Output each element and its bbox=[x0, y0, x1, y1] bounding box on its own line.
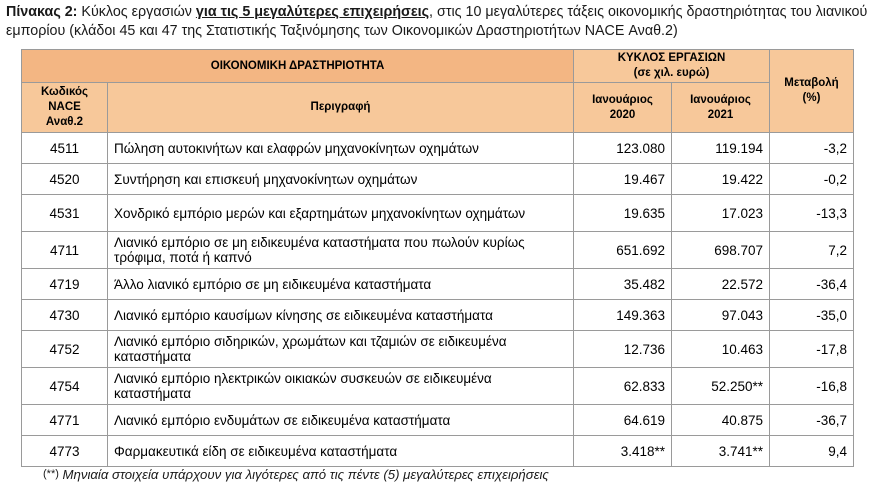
table-row bbox=[22, 436, 854, 467]
header-code-line1: Κωδικός bbox=[41, 86, 88, 98]
header-jan2020 bbox=[574, 83, 672, 133]
footnote-text: Μηνιαία στοιχεία υπάρχουν για λιγότερες από τις πέντε (5) μεγαλύτερες επιχειρήσεις bbox=[58, 467, 549, 482]
row-code: 4771 bbox=[22, 405, 108, 436]
row-jan2020: 64.619 bbox=[574, 405, 672, 436]
table-row bbox=[22, 269, 854, 300]
row-jan2021: 22.572 bbox=[672, 269, 770, 300]
table-caption bbox=[6, 3, 874, 41]
header-code-line3: Αναθ.2 bbox=[45, 116, 84, 128]
row-jan2020: 19.635 bbox=[574, 195, 672, 232]
table-row bbox=[22, 232, 854, 269]
row-change: 9,4 bbox=[770, 436, 854, 467]
row-description: Λιανικό εμπόριο ενδυμάτων σε ειδικευμένα καταστήματα bbox=[108, 405, 574, 436]
header-description: Περιγραφή bbox=[108, 83, 574, 133]
header-jan2021-line1: Ιανουάριος bbox=[690, 93, 751, 106]
row-jan2021: 17.023 bbox=[672, 195, 770, 232]
turnover-table bbox=[21, 49, 854, 467]
table-row bbox=[22, 300, 854, 331]
header-jan2021 bbox=[672, 83, 770, 133]
row-description: Χονδρικό εμπόριο μερών και εξαρτημάτων μηχανοκίνητων οχημάτων bbox=[108, 195, 574, 232]
header-turnover-group bbox=[574, 50, 770, 83]
row-change: -3,2 bbox=[770, 133, 854, 164]
row-jan2021: 19.422 bbox=[672, 164, 770, 195]
caption-label: Πίνακας 2: bbox=[6, 4, 78, 20]
header-change-line2: (%) bbox=[802, 92, 821, 104]
header-activity-group: ΟΙΚΟΝΟΜΙΚΗ ΔΡΑΣΤΗΡΙΟΤΗΤΑ bbox=[22, 50, 574, 83]
row-jan2021: 119.194 bbox=[672, 133, 770, 164]
header-jan2020-line1: Ιανουάριος bbox=[592, 93, 653, 106]
header-change-line1: Μεταβολή bbox=[784, 77, 839, 89]
table-row bbox=[22, 368, 854, 405]
row-jan2020: 149.363 bbox=[574, 300, 672, 331]
table-row bbox=[22, 331, 854, 368]
table-row bbox=[22, 195, 854, 232]
row-description: Λιανικό εμπόριο σε μη ειδικευμένα καταστήματα που πωλούν κυρίως τρόφιμα, ποτά ή καπνό bbox=[108, 232, 574, 269]
row-code: 4711 bbox=[22, 232, 108, 269]
header-turnover-line2: (σε χιλ. ευρώ) bbox=[633, 67, 710, 79]
header-code bbox=[22, 83, 108, 133]
header-jan2021-line2: 2021 bbox=[707, 108, 734, 121]
row-description: Πώληση αυτοκινήτων και ελαφρών μηχανοκίνητων οχημάτων bbox=[108, 133, 574, 164]
row-change: -35,0 bbox=[770, 300, 854, 331]
header-code-line2: NACE bbox=[48, 101, 81, 113]
header-change bbox=[770, 50, 854, 133]
row-change: -17,8 bbox=[770, 331, 854, 368]
row-change: -13,3 bbox=[770, 195, 854, 232]
row-code: 4754 bbox=[22, 368, 108, 405]
row-description: Φαρμακευτικά είδη σε ειδικευμένα καταστήματα bbox=[108, 436, 574, 467]
row-change: -0,2 bbox=[770, 164, 854, 195]
row-code: 4719 bbox=[22, 269, 108, 300]
row-jan2021: 97.043 bbox=[672, 300, 770, 331]
row-code: 4520 bbox=[22, 164, 108, 195]
row-code: 4773 bbox=[22, 436, 108, 467]
header-jan2020-line2: 2020 bbox=[609, 108, 636, 121]
row-description: Λιανικό εμπόριο καυσίμων κίνησης σε ειδικευμένα καταστήματα bbox=[108, 300, 574, 331]
row-jan2021: 3.741** bbox=[672, 436, 770, 467]
row-change: -36,4 bbox=[770, 269, 854, 300]
row-change: -16,8 bbox=[770, 368, 854, 405]
row-description: Λιανικό εμπόριο ηλεκτρικών οικιακών συσκευών σε ειδικευμένα καταστήματα bbox=[108, 368, 574, 405]
row-code: 4511 bbox=[22, 133, 108, 164]
table-row bbox=[22, 133, 854, 164]
row-jan2020: 35.482 bbox=[574, 269, 672, 300]
caption-text-after: , στις 10 μεγαλύτερες τάξεις οικονομικής δραστηριότητας του λιανικού εμπορίου (κλάδοι 45 και 47 της Στατιστικής Ταξινόμησης των Οικονομικών Δραστηριοτήτων NACE Αναθ.2) bbox=[6, 4, 868, 39]
row-jan2020: 123.080 bbox=[574, 133, 672, 164]
row-jan2021: 52.250** bbox=[672, 368, 770, 405]
row-description: Άλλο λιανικό εμπόριο σε μη ειδικευμένα καταστήματα bbox=[108, 269, 574, 300]
caption-text-before: Κύκλος εργασιών bbox=[77, 4, 196, 20]
caption-emphasis: για τις 5 μεγαλύτερες επιχειρήσεις bbox=[195, 4, 430, 20]
row-code: 4730 bbox=[22, 300, 108, 331]
table-row bbox=[22, 405, 854, 436]
row-code: 4752 bbox=[22, 331, 108, 368]
footnote bbox=[43, 467, 549, 482]
row-jan2020: 651.692 bbox=[574, 232, 672, 269]
row-jan2021: 698.707 bbox=[672, 232, 770, 269]
footnote-mark: (**) bbox=[43, 468, 59, 480]
header-turnover-line1: ΚΥΚΛΟΣ ΕΡΓΑΣΙΩΝ bbox=[617, 52, 726, 64]
row-jan2020: 3.418** bbox=[574, 436, 672, 467]
row-jan2020: 19.467 bbox=[574, 164, 672, 195]
row-change: 7,2 bbox=[770, 232, 854, 269]
row-jan2021: 40.875 bbox=[672, 405, 770, 436]
row-jan2020: 12.736 bbox=[574, 331, 672, 368]
row-description: Λιανικό εμπόριο σιδηρικών, χρωμάτων και τζαμιών σε ειδικευμένα καταστήματα bbox=[108, 331, 574, 368]
row-code: 4531 bbox=[22, 195, 108, 232]
row-jan2021: 10.463 bbox=[672, 331, 770, 368]
table-row bbox=[22, 164, 854, 195]
row-description: Συντήρηση και επισκευή μηχανοκίνητων οχημάτων bbox=[108, 164, 574, 195]
row-change: -36,7 bbox=[770, 405, 854, 436]
row-jan2020: 62.833 bbox=[574, 368, 672, 405]
